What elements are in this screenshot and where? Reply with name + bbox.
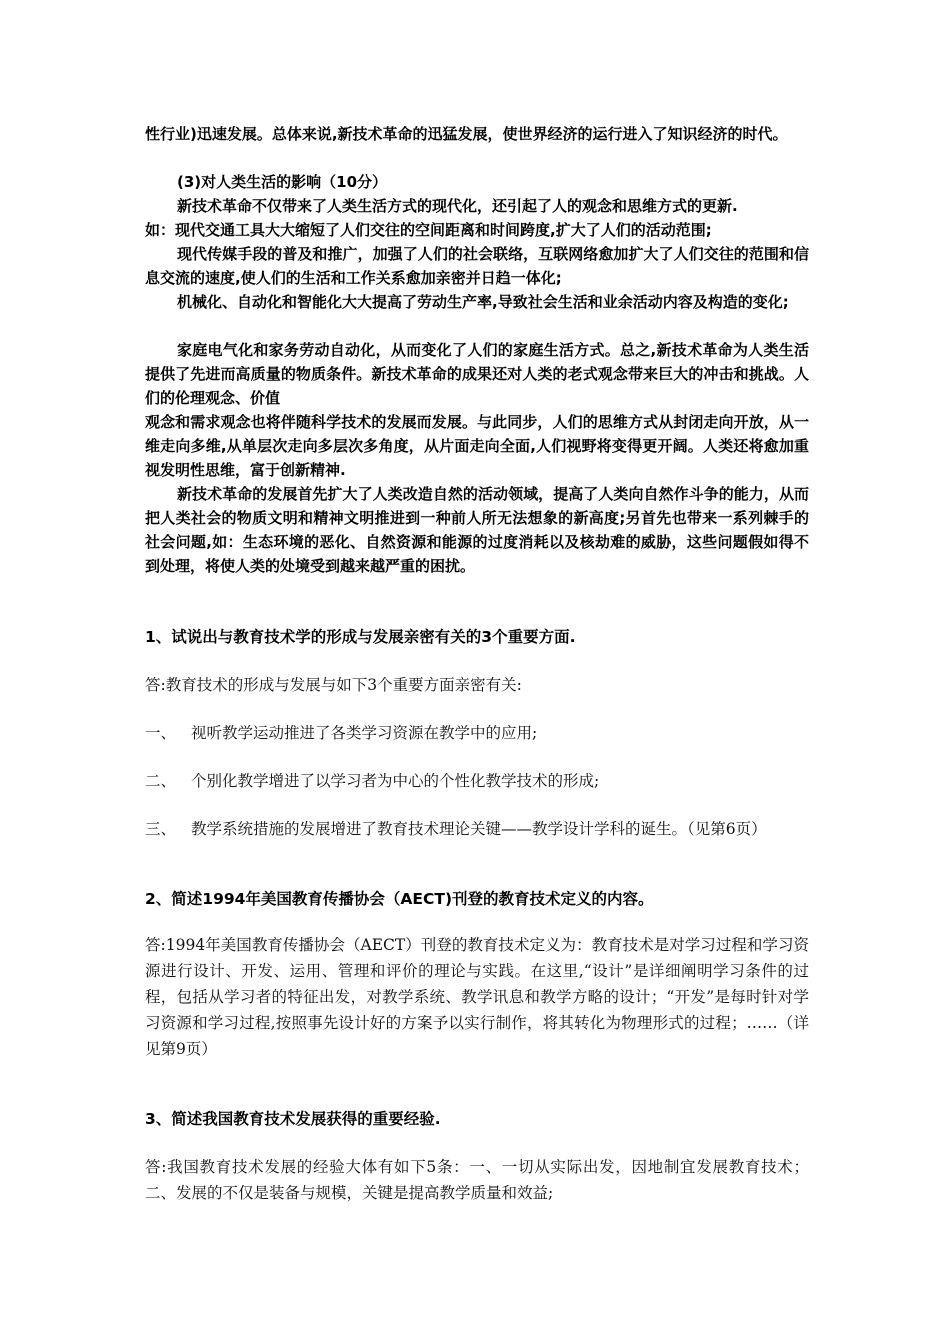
paragraph-social-problems: 新技术革命的发展首先扩大了人类改造自然的活动领域，提高了人类向自然作斗争的能力，从而把人类社会的物质文明和精神文明推进到一种前人所无法想象的新高度;另首先也带来一系列棘手的社会问题,如：生态环境的恶化、自然资源和能源的过度消耗以及核劫难的威胁，这些问题假如得不到处理，将使人类的处境受到越来越严重的困扰。 (145, 485, 809, 575)
item-number: 三、 (145, 820, 177, 838)
paragraph-economy-era: 性行业)迅速发展。总体来说,新技术革命的迅猛发展，使世界经济的运行进入了知识经济的时代。 (145, 125, 788, 143)
question-2-heading: 2、简述1994年美国教育传播协会（AECT)刊登的教育技术定义的内容。 (145, 890, 654, 908)
subheading-impact-on-life: (3)对人类生活的影响（10分） (177, 173, 388, 191)
paragraph-media: 现代传媒手段的普及和推广，加强了人们的社会联络，互联网络愈加扩大了人们交往的范围和信息交流的速度,使人们的生活和工作关系愈加亲密并日趋一体化; (145, 245, 809, 287)
paragraph-values: 观念和需求观念也将伴随科学技术的发展而发展。与此同步，人们的思维方式从封闭走向开放，从一维走向多维,从单层次走向多层次多角度，从片面走向全面,人们视野将变得更开阔。人类还将愈加重视发明性思维，富于创新精神. (145, 413, 809, 479)
paragraph-automation: 机械化、自动化和智能化大大提高了劳动生产率,导致社会生活和业余活动内容及构造的变化; (177, 293, 789, 311)
item-text: 教学系统措施的发展增进了教育技术理论关键——教学设计学科的诞生。（见第6页） (191, 820, 767, 838)
question-2-answer: 答:1994年美国教育传播协会（AECT）刊登的教育技术定义为：教育技术是对学习过程和学习资源进行设计、开发、运用、管理和评价的理论与实践。在这里,“设计”是详细阐明学习条件的过程，包括从学习者的特征出发，对教学系统、教学讯息和教学方略的设计；“开发”是每时针对学习资源和学习过程,按照事先设计好的方案予以实行制作，将其转化为物理形式的过程；……（详见第9页） (145, 936, 809, 1058)
paragraph-household: 家庭电气化和家务劳动自动化，从而变化了人们的家庭生活方式。总之,新技术革命为人类生活提供了先进而高质量的物质条件。新技术革命的成果还对人类的老式观念带来巨大的冲击和挑战。人们的伦理观念、价值 (145, 341, 809, 407)
paragraph-transport: 如：现代交通工具大大缩短了人们交往的空间距离和时间跨度,扩大了人们的活动范围; (145, 221, 712, 239)
item-number: 一、 (145, 724, 177, 742)
question-1-item-2 (145, 768, 809, 794)
item-text: 视听教学运动推进了各类学习资源在教学中的应用; (191, 724, 538, 742)
question-1-answer: 答:教育技术的形成与发展与如下3个重要方面亲密有关: (145, 676, 522, 694)
item-text: 个别化教学增进了以学习者为中心的个性化教学技术的形成; (191, 772, 600, 790)
question-1-heading: 1、试说出与教育技术学的形成与发展亲密有关的3个重要方面. (145, 628, 576, 646)
question-3-heading: 3、简述我国教育技术发展获得的重要经验. (145, 1110, 441, 1128)
question-3-answer: 答:我国教育技术发展的经验大体有如下5条：一、一切从实际出发，因地制宜发展教育技术；二、发展的不仅是装备与规模，关键是提高教学质量和效益; (145, 1158, 809, 1202)
question-1-item-3 (145, 816, 809, 842)
paragraph-lifestyle-modernization: 新技术革命不仅带来了人类生活方式的现代化，还引起了人的观念和思维方式的更新. (177, 197, 738, 215)
item-number: 二、 (145, 772, 177, 790)
question-1-item-1 (145, 720, 809, 746)
